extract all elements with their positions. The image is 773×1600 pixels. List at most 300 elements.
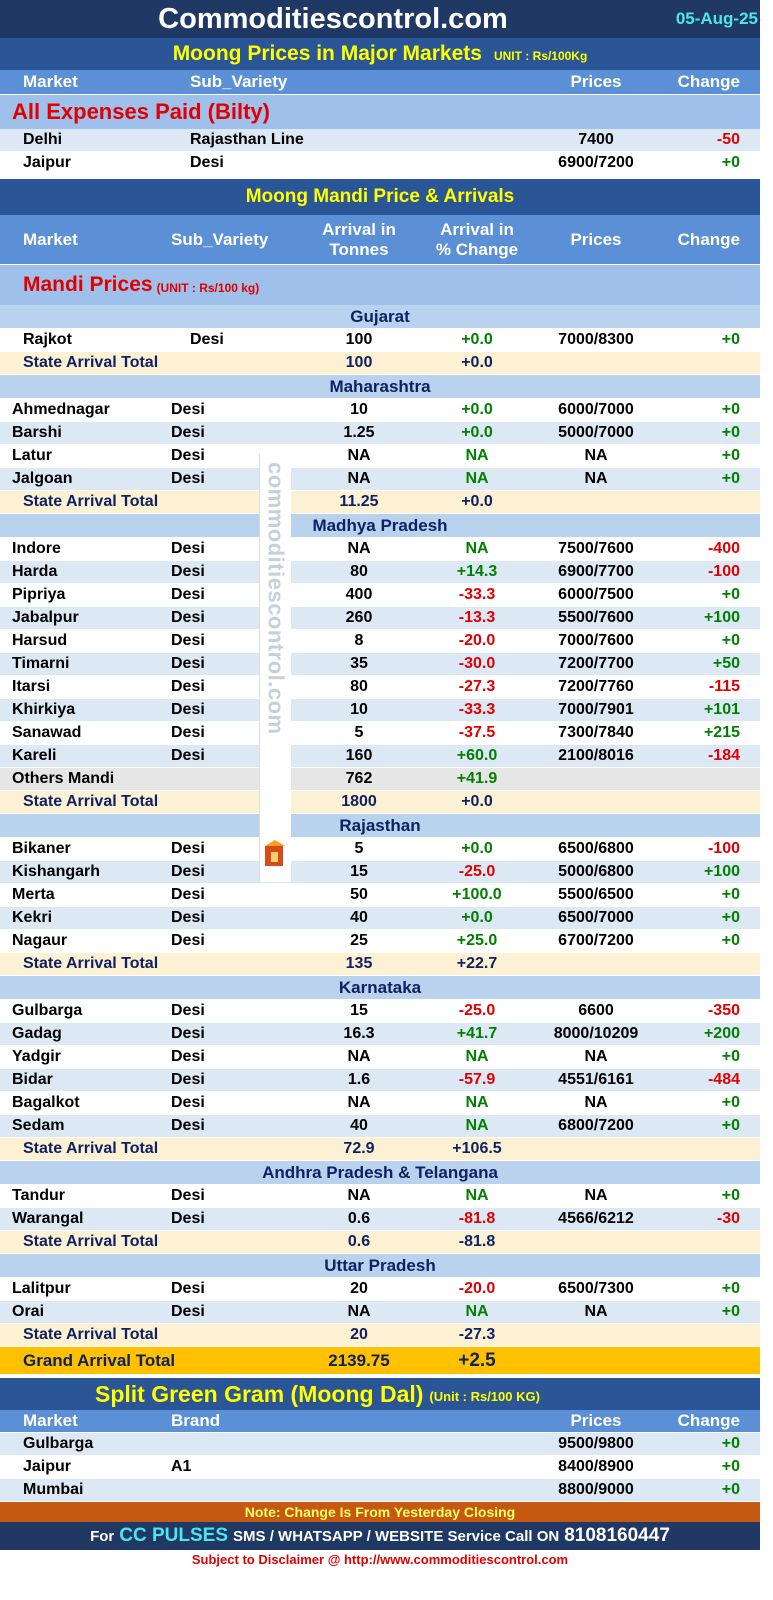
arrival: 160 (345, 747, 373, 764)
arrival-pct-change: NA (465, 470, 489, 487)
price: 6500/7000 (558, 909, 634, 926)
sub-variety: Desi (171, 1071, 205, 1088)
table-row (0, 699, 760, 722)
table-row (0, 861, 760, 884)
col-sub-variety: Sub_Variety (190, 72, 288, 91)
sub-variety: Desi (171, 1187, 205, 1204)
table-row (0, 1115, 760, 1138)
sub-variety: Desi (171, 1094, 205, 1111)
change: +100 (703, 609, 740, 626)
market-name: Jabalpur (12, 609, 79, 626)
state-total-label: State Arrival Total (23, 793, 159, 810)
market-name: Khirkiya (12, 701, 76, 718)
price: 7000/7600 (558, 632, 634, 649)
section3-unit: (Unit : Rs/100 KG) (429, 1388, 540, 1404)
col-arrival-line1: Arrival in (322, 219, 396, 239)
change: -184 (707, 747, 740, 764)
change: +101 (703, 701, 740, 718)
arrival: 5 (354, 724, 364, 741)
grand-total-arrival: 2139.75 (328, 1350, 390, 1370)
price: 6500/6800 (558, 840, 634, 857)
col-market: Market (23, 72, 78, 91)
arrival: 10 (350, 701, 368, 718)
arrival-pct-change: +60.0 (456, 747, 498, 764)
change: +0 (721, 1280, 740, 1297)
table-row (0, 1479, 760, 1502)
arrival: 0.6 (347, 1210, 371, 1227)
watermark (259, 454, 291, 882)
change: +0 (721, 1303, 740, 1320)
others-mandi-row (0, 768, 760, 791)
mandi-prices-band (0, 265, 760, 305)
market-name: Kekri (12, 909, 53, 926)
mandi-prices-unit: (UNIT : Rs/100 kg) (156, 280, 260, 295)
category-label: All Expenses Paid (Bilty) (0, 95, 760, 129)
market-name: Rajkot (23, 331, 72, 348)
section3-rows (0, 1433, 760, 1502)
arrival-pct-change: +41.9 (456, 770, 498, 787)
table-row (0, 607, 760, 630)
change: +0 (721, 1187, 740, 1204)
state-total-arrival: 20 (350, 1326, 368, 1343)
section3-title-bar (0, 1378, 760, 1410)
change: -400 (707, 540, 740, 557)
change: +0 (721, 154, 740, 171)
state-tables (0, 305, 760, 1347)
price: 5500/6500 (558, 886, 634, 903)
price: NA (584, 1048, 608, 1065)
state-heading: Karnataka (0, 976, 760, 1000)
price: 6900/7200 (558, 154, 634, 171)
arrival-pct-change: NA (465, 447, 489, 464)
sub-variety: Desi (171, 586, 205, 603)
section2-column-headers (0, 215, 760, 265)
col-prices: Prices (570, 72, 622, 91)
price: 7500/7600 (558, 540, 634, 557)
arrival: 50 (350, 886, 368, 903)
arrival: 400 (345, 586, 373, 603)
arrival: 5 (354, 840, 364, 857)
sub-variety: Desi (171, 886, 205, 903)
change: -100 (707, 563, 740, 580)
price: 9500/9800 (558, 1435, 634, 1452)
header-bar (0, 0, 760, 38)
price: 7000/7901 (558, 701, 634, 718)
state-total-pct: +22.7 (456, 955, 498, 972)
price: 8400/8900 (558, 1458, 634, 1475)
price: 4566/6212 (558, 1210, 634, 1227)
market-name: Bikaner (12, 840, 71, 857)
state-total-label: State Arrival Total (23, 354, 159, 371)
section2-title: Moong Mandi Price & Arrivals (0, 179, 760, 215)
market-name: Latur (12, 447, 52, 464)
arrival-pct-change: NA (465, 1094, 489, 1111)
state-heading: Andhra Pradesh & Telangana (0, 1161, 760, 1185)
table-row (0, 1185, 760, 1208)
arrival-pct-change: -57.9 (458, 1071, 496, 1088)
watermark-logo-icon (263, 840, 287, 868)
state-total-row (0, 1324, 760, 1347)
section1-rows (0, 129, 760, 175)
change: +215 (703, 724, 740, 741)
price: 7400 (578, 131, 614, 148)
table-row (0, 399, 760, 422)
state-total-pct: +0.0 (461, 493, 493, 510)
arrival-pct-change: +25.0 (456, 932, 498, 949)
arrival-pct-change: +14.3 (456, 563, 498, 580)
arrival-pct-change: -33.3 (458, 701, 496, 718)
arrival-pct-change: -13.3 (458, 609, 496, 626)
state-total-pct: +0.0 (461, 354, 493, 371)
change: +0 (721, 1094, 740, 1111)
change: +0 (721, 470, 740, 487)
price: 7200/7760 (558, 678, 634, 695)
sub-variety: Rajasthan Line (190, 131, 304, 148)
change: +0 (721, 1435, 740, 1452)
promo-for: For (90, 1527, 115, 1545)
state-total-label: State Arrival Total (23, 955, 159, 972)
state-total-arrival: 72.9 (343, 1140, 375, 1157)
state-total-pct: +0.0 (461, 793, 493, 810)
sub-variety: Desi (171, 563, 205, 580)
change: -50 (716, 131, 740, 148)
change: +0 (721, 447, 740, 464)
sub-variety: Desi (190, 154, 224, 171)
market-name: Bidar (12, 1071, 53, 1088)
price: 6900/7700 (558, 563, 634, 580)
disclaimer[interactable]: Subject to Disclaimer @ http://www.commoditiescontrol.com (0, 1550, 760, 1568)
arrival: 100 (345, 331, 373, 348)
table-row (0, 630, 760, 653)
arrival: NA (347, 1187, 371, 1204)
sub-variety: Desi (171, 747, 205, 764)
market-name: Tandur (12, 1187, 66, 1204)
sub-variety: Desi (171, 609, 205, 626)
price: 7000/8300 (558, 331, 634, 348)
state-total-row (0, 1231, 760, 1254)
state-total-label: State Arrival Total (23, 1326, 159, 1343)
arrival-pct-change: -25.0 (458, 1002, 496, 1019)
market-name: Yadgir (12, 1048, 61, 1065)
sub-variety: Desi (171, 1117, 205, 1134)
arrival-pct-change: +0.0 (461, 331, 493, 348)
table-row (0, 745, 760, 768)
state-total-pct: -81.8 (458, 1233, 496, 1250)
table-row (0, 676, 760, 699)
sub-variety: Desi (171, 1002, 205, 1019)
table-row (0, 1092, 760, 1115)
state-total-row (0, 352, 760, 375)
arrival-pct-change: -27.3 (458, 678, 496, 695)
market-name: Sanawad (12, 724, 82, 741)
change: +0 (721, 1048, 740, 1065)
arrival-pct-change: +0.0 (461, 401, 493, 418)
price: 5500/7600 (558, 609, 634, 626)
market-name: Nagaur (12, 932, 68, 949)
market-name: Gulbarga (23, 1435, 94, 1452)
price: 7300/7840 (558, 724, 634, 741)
arrival: 15 (350, 863, 368, 880)
arrival-pct-change: -20.0 (458, 632, 496, 649)
arrival: 40 (350, 1117, 368, 1134)
note-bar: Note: Change Is From Yesterday Closing (0, 1502, 760, 1522)
market-name: Mumbai (23, 1481, 84, 1498)
col-brand: Brand (171, 1411, 221, 1430)
arrival: 35 (350, 655, 368, 672)
col-prices: Prices (570, 229, 622, 249)
col-pct-line2: % Change (435, 239, 519, 259)
market-name: Indore (12, 540, 61, 557)
col-market: Market (23, 229, 78, 249)
market-name: Kareli (12, 747, 57, 764)
change: -484 (707, 1071, 740, 1088)
table-row (0, 1023, 760, 1046)
report-date: 05-Aug-25 (675, 9, 758, 28)
table-row (0, 329, 760, 352)
table-row (0, 1301, 760, 1324)
col-change: Change (677, 1411, 740, 1430)
sub-variety: Desi (171, 932, 205, 949)
arrival: 40 (350, 909, 368, 926)
sub-variety: Desi (171, 909, 205, 926)
table-row (0, 1069, 760, 1092)
arrival-pct-change: NA (465, 540, 489, 557)
change: -350 (707, 1002, 740, 1019)
price: NA (584, 470, 608, 487)
col-change: Change (677, 229, 740, 249)
sub-variety: Desi (171, 655, 205, 672)
change: +0 (721, 886, 740, 903)
state-total-row (0, 953, 760, 976)
table-row (0, 884, 760, 907)
market-name: Merta (12, 886, 55, 903)
table-row (0, 722, 760, 745)
change: -100 (707, 840, 740, 857)
arrival-pct-change: +0.0 (461, 840, 493, 857)
promo-text: SMS / WHATSAPP / WEBSITE Service Call ON (233, 1527, 560, 1545)
change: -115 (708, 678, 740, 695)
sub-variety: Desi (171, 424, 205, 441)
price: 5000/7000 (558, 424, 634, 441)
arrival: NA (347, 1048, 371, 1065)
sub-variety: Desi (171, 1303, 205, 1320)
mandi-prices-label: Mandi Prices (23, 273, 153, 296)
arrival: 20 (350, 1280, 368, 1297)
site-title: Commoditiescontrol.com (158, 2, 508, 35)
table-row (0, 1278, 760, 1301)
arrival-pct-change: -25.0 (458, 863, 496, 880)
arrival-pct-change: -37.5 (458, 724, 496, 741)
others-mandi-label: Others Mandi (12, 770, 115, 787)
change: +0 (721, 1481, 740, 1498)
grand-total-pct: +2.5 (458, 1349, 496, 1371)
market-name: Jalgoan (12, 470, 73, 487)
col-arrival-line2: Tonnes (329, 239, 389, 259)
table-row (0, 653, 760, 676)
arrival-pct-change: +0.0 (461, 909, 493, 926)
state-total-arrival: 0.6 (347, 1233, 371, 1250)
arrival-pct-change: +41.7 (456, 1025, 498, 1042)
market-name: Sedam (12, 1117, 65, 1134)
market-name: Lalitpur (12, 1280, 71, 1297)
market-name: Timarni (12, 655, 70, 672)
section1-column-headers (0, 70, 760, 95)
change: -30 (716, 1210, 740, 1227)
brand: A1 (171, 1458, 192, 1475)
sub-variety: Desi (171, 724, 205, 741)
state-total-row (0, 1138, 760, 1161)
market-name: Delhi (23, 131, 63, 148)
state-total-arrival: 11.25 (339, 493, 379, 510)
price: NA (584, 1303, 608, 1320)
table-row (0, 1208, 760, 1231)
change: +0 (721, 331, 740, 348)
arrival: 16.3 (343, 1025, 375, 1042)
market-name: Gadag (12, 1025, 62, 1042)
state-total-label: State Arrival Total (23, 1233, 159, 1250)
sub-variety: Desi (171, 701, 205, 718)
sub-variety: Desi (171, 678, 205, 695)
table-row (0, 907, 760, 930)
col-change: Change (677, 72, 740, 91)
change: +200 (703, 1025, 740, 1042)
sub-variety: Desi (190, 331, 224, 348)
arrival: 10 (350, 401, 368, 418)
price: 5000/6800 (558, 863, 634, 880)
table-row (0, 422, 760, 445)
arrival-pct-change: NA (465, 1303, 489, 1320)
price: 6600 (578, 1002, 614, 1019)
price: 7200/7700 (558, 655, 634, 672)
change: +0 (721, 632, 740, 649)
state-total-arrival: 135 (345, 955, 373, 972)
table-row (0, 538, 760, 561)
price: 8800/9000 (558, 1481, 634, 1498)
change: +0 (721, 909, 740, 926)
sub-variety: Desi (171, 840, 205, 857)
market-name: Jaipur (23, 1458, 72, 1475)
price: NA (584, 1187, 608, 1204)
state-total-label: State Arrival Total (23, 493, 159, 510)
state-heading: Rajasthan (0, 814, 760, 838)
table-row (0, 152, 760, 175)
sub-variety: Desi (171, 470, 205, 487)
arrival-pct-change: -33.3 (458, 586, 496, 603)
market-name: Harda (12, 563, 58, 580)
table-row (0, 838, 760, 861)
table-row (0, 445, 760, 468)
arrival: NA (347, 1303, 371, 1320)
state-total-row (0, 491, 760, 514)
arrival-pct-change: NA (465, 1048, 489, 1065)
table-row (0, 1433, 760, 1456)
market-name: Warangal (12, 1210, 84, 1227)
table-row (0, 930, 760, 953)
sub-variety: Desi (171, 401, 205, 418)
state-total-label: State Arrival Total (23, 1140, 159, 1157)
change: +0 (721, 932, 740, 949)
price: 6000/7500 (558, 586, 634, 603)
state-total-arrival: 1800 (341, 793, 377, 810)
price: 8000/10209 (553, 1025, 639, 1042)
market-name: Pipriya (12, 586, 66, 603)
arrival: 1.25 (343, 424, 375, 441)
section1-title: Moong Prices in Major Markets (172, 42, 482, 65)
state-total-pct: -27.3 (458, 1326, 496, 1343)
market-name: Barshi (12, 424, 62, 441)
arrival: NA (347, 540, 371, 557)
sub-variety: Desi (171, 1025, 205, 1042)
change: +0 (721, 1458, 740, 1475)
arrival: 8 (354, 632, 364, 649)
section1-title-bar (0, 38, 760, 70)
state-heading: Uttar Pradesh (0, 1254, 760, 1278)
arrival: NA (347, 470, 371, 487)
watermark-text: commoditiescontrol.com (263, 462, 289, 735)
change: +0 (721, 401, 740, 418)
col-sub-variety: Sub_Variety (171, 229, 269, 249)
price: NA (584, 1094, 608, 1111)
arrival: 1.6 (347, 1071, 371, 1088)
market-name: Itarsi (12, 678, 51, 695)
arrival-pct-change: NA (465, 1117, 489, 1134)
state-total-pct: +106.5 (452, 1140, 502, 1157)
state-total-row (0, 791, 760, 814)
arrival-pct-change: NA (465, 1187, 489, 1204)
table-row (0, 1456, 760, 1479)
table-row (0, 1000, 760, 1023)
price: 6800/7200 (558, 1117, 634, 1134)
arrival-pct-change: -30.0 (458, 655, 496, 672)
table-row (0, 1046, 760, 1069)
arrival: 80 (350, 678, 368, 695)
promo-brand: CC PULSES (119, 1525, 229, 1546)
price: 2100/8016 (558, 747, 634, 764)
col-pct-line1: Arrival in (440, 219, 514, 239)
state-heading: Gujarat (0, 305, 760, 329)
market-name: Jaipur (23, 154, 72, 171)
arrival-pct-change: +0.0 (461, 424, 493, 441)
section3-column-headers (0, 1410, 760, 1433)
arrival: 762 (345, 770, 373, 787)
section3-title: Split Green Gram (Moong Dal) (95, 1380, 424, 1407)
grand-total-label: Grand Arrival Total (23, 1350, 176, 1370)
market-name: Ahmednagar (12, 401, 110, 418)
table-row (0, 129, 760, 152)
sub-variety: Desi (171, 1048, 205, 1065)
col-prices: Prices (570, 1411, 622, 1430)
table-row (0, 468, 760, 491)
change: +100 (703, 863, 740, 880)
change: +0 (721, 586, 740, 603)
sub-variety: Desi (171, 632, 205, 649)
change: +50 (712, 655, 740, 672)
arrival: NA (347, 447, 371, 464)
price: 6500/7300 (558, 1280, 634, 1297)
promo-phone[interactable]: 8108160447 (564, 1525, 670, 1546)
market-name: Harsud (12, 632, 68, 649)
price: 6700/7200 (558, 932, 634, 949)
sub-variety: Desi (171, 1210, 205, 1227)
sub-variety: Desi (171, 1280, 205, 1297)
sub-variety: Desi (171, 863, 205, 880)
sub-variety: Desi (171, 540, 205, 557)
price: 4551/6161 (558, 1071, 634, 1088)
arrival: 25 (350, 932, 368, 949)
arrival-pct-change: +100.0 (452, 886, 502, 903)
state-heading: Madhya Pradesh (0, 514, 760, 538)
arrival: 15 (350, 1002, 368, 1019)
